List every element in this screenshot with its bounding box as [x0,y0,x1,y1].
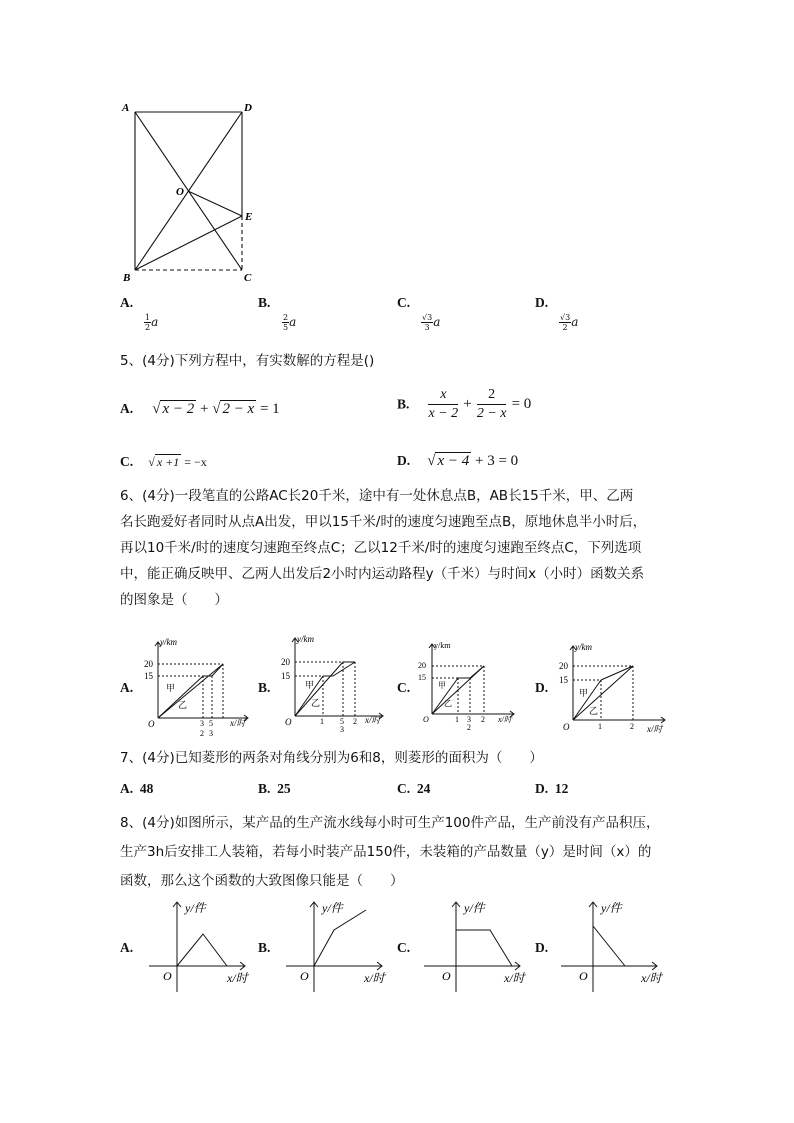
q7-stem: 7、(4分)已知菱形的两条对角线分别为6和8，则菱形的面积为（ ） [120,750,543,766]
svg-text:y/km: y/km [297,634,314,644]
q8-option-b[interactable]: B. [258,940,271,955]
svg-text:甲: 甲 [166,683,176,693]
q4-option-b[interactable]: B. $\frac{2}{5}$ a [258,295,297,332]
svg-text:x/时: x/时 [504,971,525,985]
svg-text:1: 1 [455,715,459,724]
label-B: B [123,272,131,284]
q6-graph-b [275,632,393,732]
q4-option-c[interactable]: C. $\frac{√3}{3}$ a [397,295,441,332]
svg-text:乙: 乙 [178,700,188,710]
svg-text:甲: 甲 [579,688,589,698]
q5-option-c[interactable]: C. √ x +1 = −x [120,454,207,469]
svg-text:1: 1 [598,722,602,731]
q7-option-a[interactable]: A. 48 [120,781,154,796]
svg-text:20: 20 [144,659,153,669]
svg-text:3: 3 [209,729,213,738]
q4-option-d[interactable]: D. $\frac{√3}{2}$ a [535,295,579,332]
svg-text:2: 2 [353,717,357,726]
q6-stem: 6、(4分)一段笔直的公路AC长20千米，途中有一处休息点B，AB长15千米，甲、乙两 名长跑爱好者同时从点A出发，甲以15千米/时的速度匀速跑至点B，原地休息半小时后， 再以10千米/时的速度匀速跑至终点C；乙以12千米/时的速度匀速跑至终点C，下列选项 中，能正确反映甲、乙两人出发后2小时内运动路程y（千米）与时间x（小时）函数关系 的图象是（ ） [120,488,647,608]
svg-text:3: 3 [340,725,344,734]
q6-option-b[interactable]: B. [258,680,271,695]
label-O: O [176,186,184,198]
q6-graph-a [138,636,256,738]
svg-text:2: 2 [481,715,485,724]
q7-option-c[interactable]: C. 24 [397,781,431,796]
svg-text:20: 20 [559,661,568,671]
label-A: A [122,102,130,114]
svg-text:O: O [563,722,570,732]
svg-text:甲: 甲 [305,680,315,690]
svg-text:20: 20 [418,661,426,670]
q6-graph-d [553,640,671,736]
svg-text:x/时: x/时 [647,724,663,734]
q5-option-b[interactable]: B. $\frac{x}{x - 2}$ + $\frac{2}{2 - x}$ = 0 [397,387,532,421]
q7-option-d[interactable]: D. 12 [535,781,569,796]
q8-graph-d [557,898,669,994]
svg-text:3: 3 [467,715,471,724]
q4-option-a[interactable]: A. $\frac{1}{2}$ a [120,295,159,332]
svg-text:15: 15 [559,675,568,685]
svg-text:2: 2 [467,723,471,732]
svg-text:x/时: x/时 [641,971,662,985]
q6-option-c[interactable]: C. [397,680,411,695]
svg-text:O: O [300,969,309,983]
svg-text:y/km: y/km [575,642,592,652]
label-E: E [245,211,253,223]
q6-option-a[interactable]: A. [120,680,134,695]
q8-graph-c [420,898,532,994]
svg-text:5: 5 [340,717,344,726]
svg-text:15: 15 [144,671,153,681]
svg-text:15: 15 [418,673,426,682]
svg-text:3: 3 [200,719,204,728]
svg-text:甲: 甲 [438,681,446,690]
q8-option-a[interactable]: A. [120,940,134,955]
svg-text:O: O [285,717,292,727]
q5-option-a[interactable]: A. √ x − 2 + √ 2 − x = 1 [120,401,280,417]
q5-stem: 5、(4分)下列方程中，有实数解的方程是() [120,353,375,369]
q6-option-d[interactable]: D. [535,680,549,695]
svg-text:15: 15 [281,671,290,681]
q5-option-d[interactable]: D. √ x − 4 + 3 = 0 [397,453,519,469]
svg-text:x/时: x/时 [365,715,381,725]
svg-text:y/件: y/件 [601,901,622,915]
svg-text:O: O [148,719,155,729]
svg-text:2: 2 [630,722,634,731]
rectangle-figure [118,98,268,286]
q8-option-d[interactable]: D. [535,940,549,955]
svg-text:乙: 乙 [444,699,452,708]
q6-graph-c [414,640,524,732]
q8-graph-b [282,898,394,994]
svg-text:O: O [423,715,429,724]
q7-option-b[interactable]: B. 25 [258,781,291,796]
svg-text:2: 2 [200,729,204,738]
svg-text:y/km: y/km [434,641,451,650]
svg-text:x/时: x/时 [364,971,385,985]
svg-text:y/件: y/件 [464,901,485,915]
svg-text:x/时: x/时 [498,715,512,724]
label-C: C [244,272,252,284]
svg-text:乙: 乙 [311,698,321,708]
q8-graph-a [145,898,257,994]
svg-text:乙: 乙 [589,706,599,716]
svg-text:O: O [579,969,588,983]
svg-text:20: 20 [281,657,290,667]
svg-text:1: 1 [320,717,324,726]
svg-text:x/时: x/时 [230,718,246,728]
svg-text:O: O [163,969,172,983]
q8-stem: 8、(4分)如图所示，某产品的生产流水线每小时可生产100件产品，生产前没有产品积压， 生产3h后安排工人装箱，若每小时装产品150件，未装箱的产品数量（y）是时间（x）的 函数，那么这个函数的大致图像只能是（ ） [120,815,660,889]
label-D: D [244,102,252,114]
svg-text:5: 5 [209,719,213,728]
q8-option-c[interactable]: C. [397,940,411,955]
svg-text:O: O [442,969,451,983]
svg-text:x/时: x/时 [227,971,248,985]
svg-text:y/件: y/件 [185,901,206,915]
svg-text:y/km: y/km [160,637,177,647]
svg-text:y/件: y/件 [322,901,343,915]
